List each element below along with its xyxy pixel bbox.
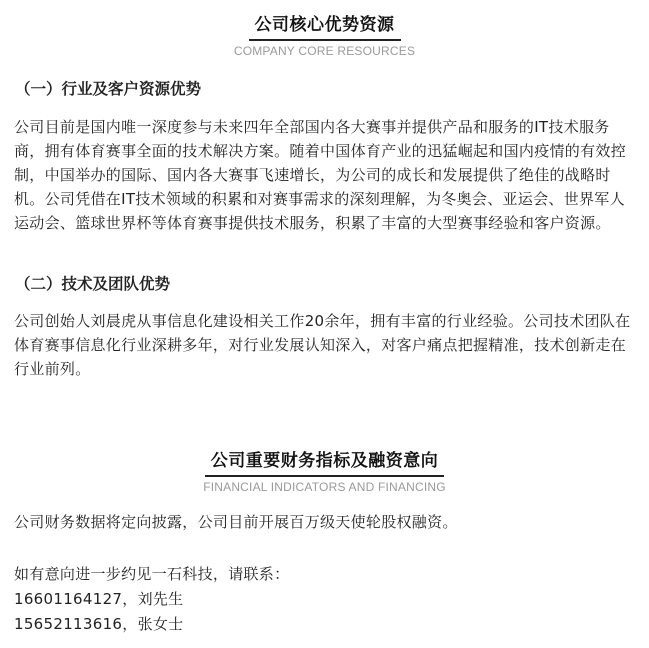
financial-subtitle: FINANCIAL INDICATORS AND FINANCING [203, 480, 446, 494]
core-resources-title: 公司核心优势资源 [249, 14, 401, 41]
contact-person-1: 16601164127，刘先生 [14, 590, 184, 608]
industry-advantage-heading: （一）行业及客户资源优势 [15, 80, 202, 98]
financing-text: 公司财务数据将定向披露，公司目前开展百万级天使轮股权融资。 [14, 513, 458, 531]
financial-title: 公司重要财务指标及融资意向 [205, 450, 445, 477]
core-resources-header [0, 14, 649, 58]
tech-team-advantage-heading: （二）技术及团队优势 [15, 275, 171, 293]
financial-header [0, 450, 649, 494]
core-resources-subtitle: COMPANY CORE RESOURCES [233, 44, 416, 58]
contact-intro: 如有意向进一步约见一石科技，请联系： [14, 565, 290, 583]
tech-team-advantage-text: 公司创始人刘晨虎从事信息化建设相关工作20余年，拥有丰富的行业经验。公司技术团队在体育赛事信息化行业深耕多年，对行业发展认知深入，对客户痛点把握精准，技术创新走在行业前列。 [14, 312, 631, 378]
contact-person-2: 15652113616，张女士 [14, 615, 184, 633]
industry-advantage-text: 公司目前是国内唯一深度参与未来四年全部国内各大赛事并提供产品和服务的IT技术服务商，拥有体育赛事全面的技术解决方案。随着中国体育产业的迅猛崛起和国内疫情的有效控制，中国举办的国际、国内各大赛事飞速增长，为公司的成长和发展提供了绝佳的战略时机。公司凭借在IT技术领域的积累和对赛事需求的深刻理解，为冬奥会、亚运会、世界军人运动会、篮球世界杯等体育赛事提供技术服务，积累了丰富的大型赛事经验和客户资源。 [14, 118, 627, 232]
